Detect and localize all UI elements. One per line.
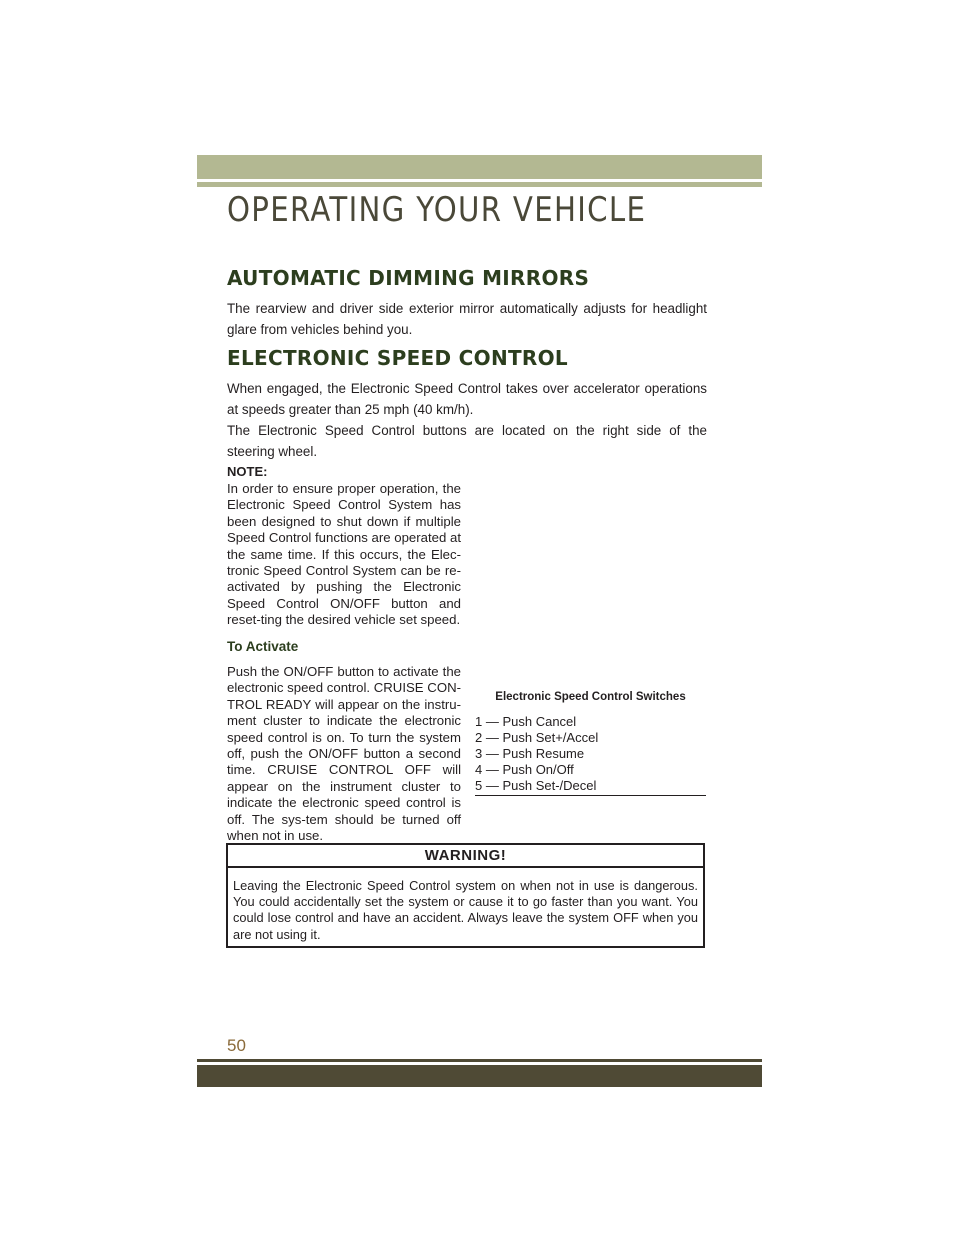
note-body: In order to ensure proper operation, the Electronic Speed Control System has been designed to shut down if multiple Speed Control functions are operated at the same time. If this occurs, the Elec-tronic Speed Control System can be re-activated by pushing the Electronic Speed Control ON/OFF button and reset-ting the desired vehicle set speed. [227, 481, 461, 628]
warning-rule [228, 866, 703, 868]
legend-item: 2 — Push Set+/Accel [475, 730, 599, 745]
header-band [197, 155, 762, 179]
section-title: OPERATING YOUR VEHICLE [227, 190, 647, 230]
footer-rule [197, 1059, 762, 1062]
warning-body: Leaving the Electronic Speed Control system on when not in use is dangerous. You could accidentally set the system or cause it to go faster than you want. You could lose control and have an accident. Always leave the system OFF when you are not using it. [233, 878, 698, 942]
speed-control-heading: ELECTRONIC SPEED CONTROL [227, 346, 568, 370]
legend-item: 5 — Push Set-/Decel [475, 778, 597, 793]
to-activate-heading: To Activate [227, 639, 299, 654]
to-activate-body: Push the ON/OFF button to activate the electronic speed control. CRUISE CON-TROL READY will appear on the instru-ment cluster to indicate the electronic speed control is on. To turn the system off, push the ON/OFF button a second time. CRUISE CONTROL OFF will appear on the instrument cluster to indicate the electronic speed control is off. The sys-tem should be turned off when not in use. [227, 664, 461, 844]
legend-rule [475, 795, 706, 796]
mirrors-body: The rearview and driver side exterior mirror automatically adjusts for headlight glare from vehicles behind you. [227, 301, 707, 337]
page-number: 50 [227, 1036, 246, 1055]
figure-legend [475, 714, 706, 794]
footer-band [197, 1065, 762, 1087]
header-rule [197, 182, 762, 187]
mirrors-heading: AUTOMATIC DIMMING MIRRORS [227, 266, 590, 290]
speed-control-intro: When engaged, the Electronic Speed Control takes over accelerator operations at speeds greater than 25 mph (40 km/h). [227, 381, 707, 417]
figure-caption: Electronic Speed Control Switches [495, 691, 686, 703]
legend-item: 3 — Push Resume [475, 746, 585, 761]
note-label: NOTE: [227, 464, 268, 479]
speed-control-buttons-location: The Electronic Speed Control buttons are located on the right side of the steering wheel. [227, 423, 707, 459]
warning-title: WARNING! [424, 847, 507, 864]
legend-item: 1 — Push Cancel [475, 714, 577, 729]
legend-item: 4 — Push On/Off [475, 762, 574, 777]
